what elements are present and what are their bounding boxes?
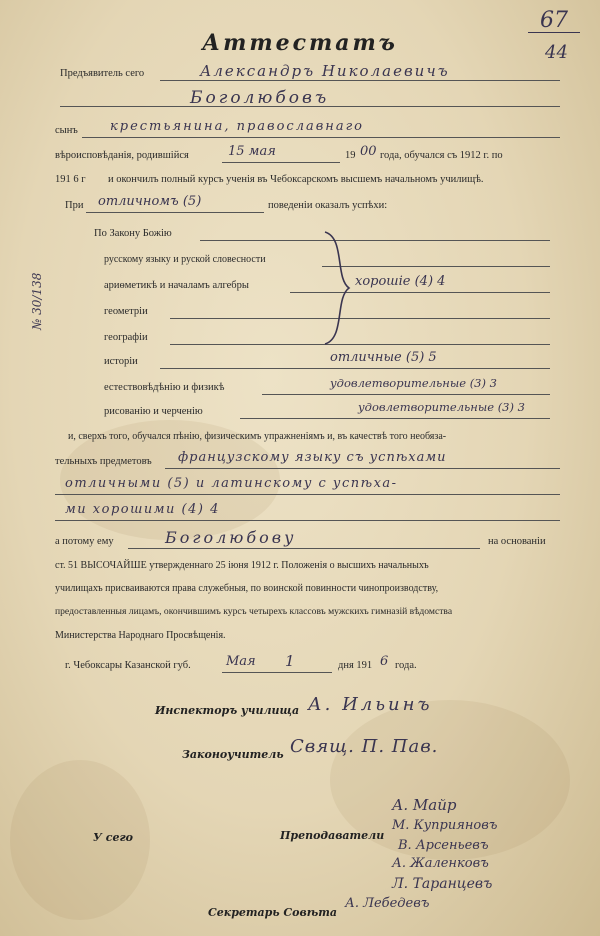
extra-line-2-value: французскому языку съ успѣхами xyxy=(178,450,447,465)
end-year: 191 6 г xyxy=(55,174,86,185)
presenter-line xyxy=(160,80,560,81)
subject-line-6 xyxy=(262,394,550,395)
subject-line-4 xyxy=(170,344,550,345)
date-month-line xyxy=(222,672,332,673)
date-city: г. Чебоксары Казанской губ. xyxy=(65,660,191,671)
extra-line-4-value: ми хорошими (4) 4 xyxy=(65,502,220,517)
grounds-label: а потому ему xyxy=(55,536,114,547)
subject-history: исторіи xyxy=(104,356,138,367)
subject-natural-science: естествовѣдѣнію и физикѣ xyxy=(104,382,225,393)
subject-line-7 xyxy=(240,418,550,419)
subject-russian: русскому языку и руской словесности xyxy=(104,254,266,265)
date-month: Мая xyxy=(226,654,256,669)
surname: Боголюбовъ xyxy=(190,88,330,108)
with-original-label: У сего xyxy=(93,831,133,844)
teacher-signature-4: А. Жаленковъ xyxy=(392,856,489,871)
grade-drawing: удовлетворительные (3) 3 xyxy=(358,400,525,414)
secretary-signature: А. Лебедевъ xyxy=(345,896,430,911)
behavior-label-post: поведеніи оказалъ успѣхи: xyxy=(268,200,388,211)
grounds-line-1: ст. 51 ВЫСОЧАЙШЕ утвержденнаго 25 іюня 1912 г. Положенія о высшихъ начальныхъ xyxy=(55,560,429,571)
priest-label: Законоучитель xyxy=(182,748,284,761)
grounds-line-2: училищахъ присваиваются права служебныя, по воинской повинности чинопроизводству, xyxy=(55,583,439,594)
grade-bracket xyxy=(315,228,355,348)
subject-geometry: геометріи xyxy=(104,306,148,317)
grounds-line-3: предоставленныя лицамъ, окончившимъ курсъ четырехъ классовъ мужскихъ гимназій вѣдомства xyxy=(55,606,453,617)
end-text: и окончилъ полный курсъ ученія въ Чебоксарскомъ высшемъ начальномъ училищѣ. xyxy=(108,174,484,185)
priest-signature: Свящ. П. Пав. xyxy=(290,736,439,757)
teachers-label: Преподаватели xyxy=(280,829,385,842)
behavior-line xyxy=(86,212,264,213)
inspector-signature: А. Ильинъ xyxy=(308,694,433,715)
birth-line xyxy=(222,162,340,163)
subject-law-of-god: По Закону Божію xyxy=(94,228,172,239)
date-year-digit: 6 xyxy=(380,654,389,669)
teacher-signature-3: В. Арсеньевъ xyxy=(398,838,489,853)
teacher-signature-2: М. Куприяновъ xyxy=(392,818,498,833)
subject-arithmetic: ариѳметикѣ и началамъ алгебры xyxy=(104,280,249,291)
teacher-signature-1: А. Майр xyxy=(392,796,457,814)
presenter-label: Предъявитель сего xyxy=(60,68,145,79)
date-day-label: дня 191 xyxy=(338,660,373,671)
teacher-signature-5: Л. Таранцевъ xyxy=(392,876,493,892)
grounds-after: на основаніи xyxy=(488,536,546,547)
subject-line-3 xyxy=(170,318,550,319)
archive-number-top: 67 xyxy=(540,8,568,33)
archive-number-bottom: 44 xyxy=(545,42,568,63)
date-year-label: года. xyxy=(395,660,417,671)
inspector-label: Инспекторъ училища xyxy=(155,704,300,717)
year-text: года, обучался съ 1912 г. по xyxy=(380,150,503,161)
son-label: сынъ xyxy=(55,125,78,136)
grade-natural-science: удовлетворительные (3) 3 xyxy=(330,376,497,390)
presenter-name: Александръ Николаевичъ xyxy=(200,62,450,80)
extra-line-4 xyxy=(55,520,560,521)
faith-label: вѣроисповѣданія, родившійся xyxy=(55,150,189,161)
subject-drawing: рисованію и черченію xyxy=(104,406,203,417)
extra-line-1: и, сверхъ того, обучался пѣнію, физическимъ упражненіямъ и, въ качествѣ того необяза- xyxy=(68,431,447,442)
extra-line-2-label: тельныхъ предметовъ xyxy=(55,456,152,467)
year-prefix: 19 xyxy=(345,150,356,161)
subject-geography: географіи xyxy=(104,332,148,343)
grade-history: отличные (5) 5 xyxy=(330,350,437,365)
behavior-value: отличномъ (5) xyxy=(98,194,202,209)
grounds-line xyxy=(128,548,480,549)
extra-line-3-value: отличными (5) и латинскому с успѣха- xyxy=(65,476,398,491)
grounds-line-4: Министерства Народнаго Просвѣщенія. xyxy=(55,630,226,641)
date-day: 1 xyxy=(285,652,295,670)
secretary-label: Секретарь Совѣта xyxy=(208,906,338,919)
extra-line-3 xyxy=(55,494,560,495)
subject-line-5 xyxy=(160,368,550,369)
birth-day: 15 мая xyxy=(228,144,276,159)
subject-line-0 xyxy=(200,240,550,241)
grade-bracket-group: хорошіе (4) 4 xyxy=(355,274,446,289)
extra-line-2 xyxy=(165,468,560,469)
behavior-label-pre: При xyxy=(65,200,84,211)
subject-line-1 xyxy=(322,266,550,267)
document-title: Аттестатъ xyxy=(202,30,398,56)
son-line xyxy=(82,137,560,138)
side-registration-note: № 30/138 xyxy=(30,272,44,330)
birth-year-digits: 00 xyxy=(360,144,377,159)
son-value: крестьянина, православнаго xyxy=(110,119,365,134)
grounds-name: Боголюбову xyxy=(165,528,297,547)
